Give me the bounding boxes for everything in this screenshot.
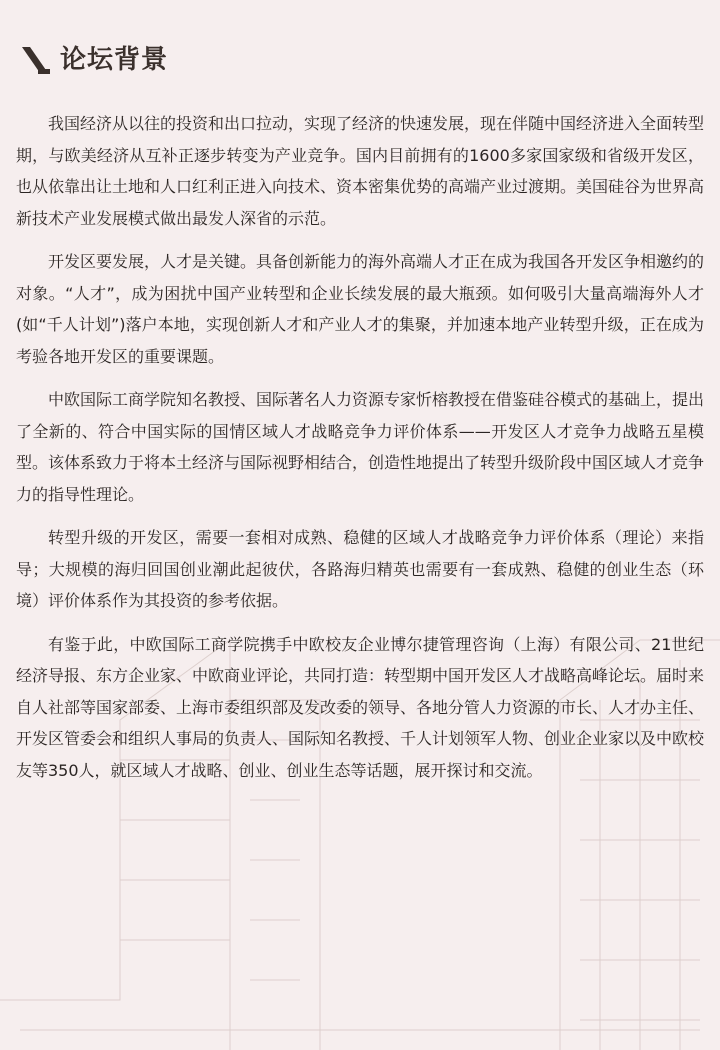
paragraph-5: 有鉴于此，中欧国际工商学院携手中欧校友企业博尔捷管理咨询（上海）有限公司、21世纪经济导报、东方企业家、中欧商业评论，共同打造：转型期中国开发区人才战略高峰论坛。届时来自人社部等国家部委、上海市委组织部及发改委的领导、各地分管人力资源的市长、人才办主任、开发区管委会和组织人事局的负责人、国际知名教授、千人计划领军人物、创业企业家以及中欧校友等350人，就区域人才战略、创业、创业生态等话题，展开探讨和交流。 — [16, 634, 705, 780]
slash-mark-icon — [18, 43, 52, 77]
paragraph-4: 转型升级的开发区，需要一套相对成熟、稳健的区域人才战略竞争力评价体系（理论）来指导；大规模的海归回国创业潮此起彼伏，各路海归精英也需要有一套成熟、稳健的创业生态（环境）评价体系作为其投资的参考依据。 — [16, 528, 704, 610]
paragraph-2: 开发区要发展，人才是关键。具备创新能力的海外高端人才正在成为我国各开发区争相邀约的对象。“人才”，成为困扰中国产业转型和企业长续发展的最大瓶颈。如何吸引大量高端海外人才(如“千人计划”)落户本地，实现创新人才和产业人才的集聚，并加速本地产业转型升级，正在成为考验各地开发区的重要课题。 — [16, 252, 705, 366]
section-header — [18, 40, 168, 80]
section-title: 论坛背景 — [60, 45, 169, 75]
paragraph-1: 我国经济从以往的投资和出口拉动，实现了经济的快速发展，现在伴随中国经济进入全面转型期，与欧美经济从互补正逐步转变为产业竞争。国内目前拥有的1600多家国家级和省级开发区，也从依靠出让土地和人口红利正进入向技术、资本密集优势的高端产业过渡期。美国硅谷为世界高新技术产业发展模式做出最发人深省的示范。 — [16, 114, 705, 228]
body-text — [16, 108, 704, 798]
paragraph-3: 中欧国际工商学院知名教授、国际著名人力资源专家忻榕教授在借鉴硅谷模式的基础上，提出了全新的、符合中国实际的国情区域人才战略竞争力评价体系——开发区人才竞争力战略五星模型。该体系致力于将本土经济与国际视野相结合，创造性地提出了转型升级阶段中国区域人才竞争力的指导性理论。 — [16, 390, 705, 504]
